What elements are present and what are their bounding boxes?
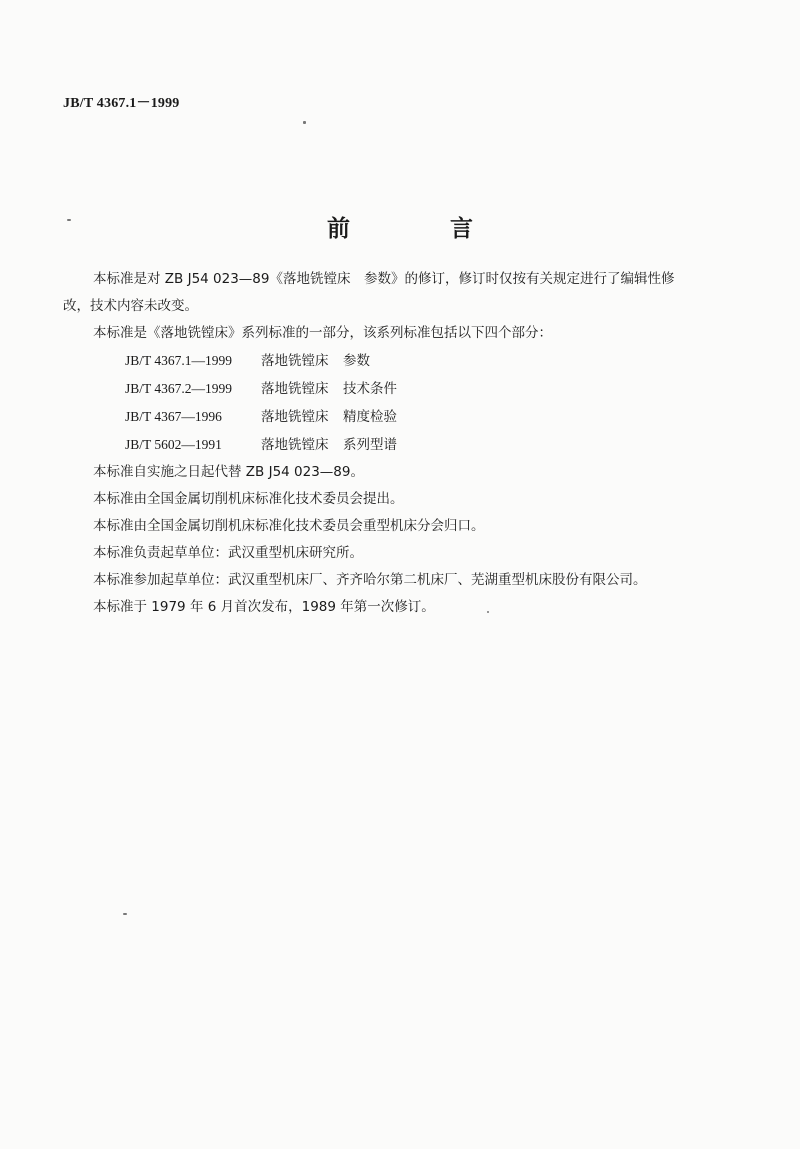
scan-speck — [303, 121, 306, 124]
statement-replacement: 本标准自实施之日起代替 ZB J54 023—89。 — [93, 464, 364, 480]
part-title: 技术条件 — [343, 381, 397, 397]
paragraph-revision-line1: 本标准是对 ZB J54 023—89《落地铣镗床 参数》的修订，修订时仅按有关规定进行了编辑性修 — [93, 271, 675, 287]
part-name: 落地铣镗床 — [261, 437, 329, 453]
statement-participating-drafters: 本标准参加起草单位：武汉重型机床厂、齐齐哈尔第二机床厂、芜湖重型机床股份有限公司。 — [93, 572, 647, 588]
list-item — [63, 347, 775, 375]
part-title: 参数 — [343, 353, 370, 369]
paragraph-series-intro: 本标准是《落地铣镗床》系列标准的一部分，该系列标准包括以下四个部分： — [93, 325, 552, 341]
list-item — [63, 431, 775, 459]
statement-publication-history: 本标准于 1979 年 6 月首次发布，1989 年第一次修订。 — [93, 599, 435, 615]
paragraph-revision-line2: 改，技术内容未改变。 — [63, 298, 198, 314]
statement-centralized: 本标准由全国金属切削机床标准化技术委员会重型机床分会归口。 — [93, 518, 485, 534]
part-code: JB/T 4367.2—1999 — [125, 381, 233, 396]
statement-lead-drafter: 本标准负责起草单位：武汉重型机床研究所。 — [93, 545, 363, 561]
foreword-body — [63, 266, 775, 621]
part-code: JB/T 4367—1996 — [125, 409, 222, 424]
part-name: 落地铣镗床 — [261, 353, 329, 369]
list-item — [63, 403, 775, 431]
part-name: 落地铣镗床 — [261, 381, 329, 397]
series-parts-list — [63, 347, 775, 459]
scan-speck — [67, 219, 71, 221]
scan-speck — [123, 913, 127, 915]
page-title: 前 言 — [326, 216, 519, 242]
part-code: JB/T 5602—1991 — [125, 437, 222, 452]
part-title: 精度检验 — [343, 409, 397, 425]
part-code: JB/T 4367.1—1999 — [125, 353, 233, 368]
part-name: 落地铣镗床 — [261, 409, 329, 425]
standard-code: JB/T 4367.1－1999 — [63, 96, 180, 111]
list-item — [63, 375, 775, 403]
statement-proposer: 本标准由全国金属切削机床标准化技术委员会提出。 — [93, 491, 404, 507]
scan-speck — [487, 611, 489, 613]
part-title: 系列型谱 — [343, 437, 397, 453]
